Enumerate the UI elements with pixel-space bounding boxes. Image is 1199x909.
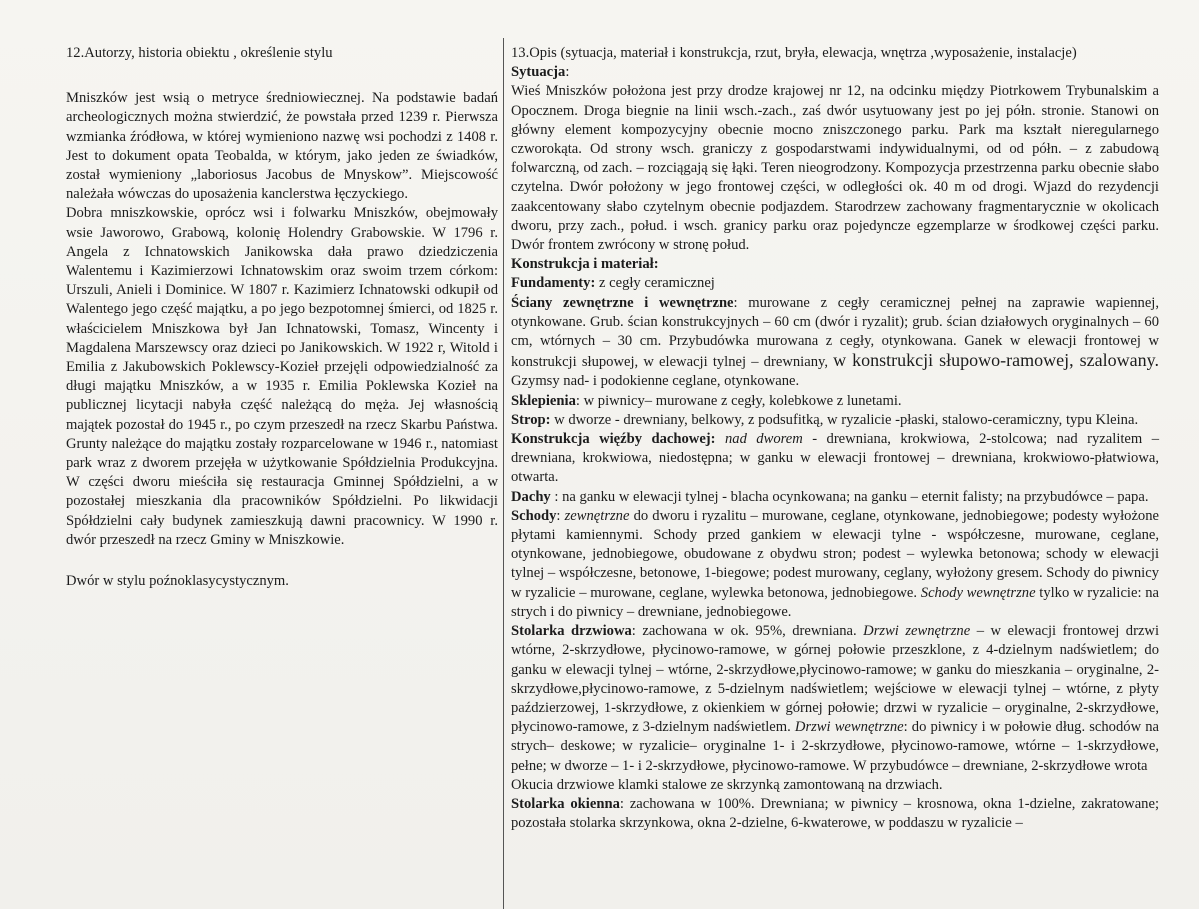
situation-paragraph: Wieś Mniszków położona jest przy drodze krajowej nr 12, na odcinku między Piotrkowem Trybunalskim a Opocznem. Droga biegnie na linii wsch.-zach., zaś dwór usytuowany jest po jej półn. stronie. Stanowi on główny element kompozycyjny obecnie mocno zniszczonego parku. Park ma kształt nieregularnego czworokąta. Od strony wsch. graniczy z gospodarstwami indywidualnymi, od od półn. – z zabudową folwarczną, od zach. – rozciągają się łąki. Teren nieogrodzony. Kompozycja przestrzenna parku obecnie słabo czytelna. Dwór położony w jego frontowej części, w odległości ok. 40 m od drogi. Wjazd do rezydencji zaakcentowany słabo czytelnym obecnie podjazdem. Starodrzew zachowany fragmentarycznie w okolicach dworu, przy zach., połud. i wsch. granicy parku oraz pojedyncze egzemplarze w środkowej części parku. Dwór frontem zwrócony w stronę połud. [511,83,1159,254]
section-12-heading: 12.Autorzy, historia obiektu , określenie stylu [66,45,333,61]
walls-text: murowane z cegły ceramicznej pełnej na zaprawie wapiennej, otynkowane. Grub. ścian konstrukcyjnych – 60 cm (dwór i ryzalit); grub. ścian działowych oryginalnych – 60 cm, wtórnych – 30 cm. Przybudówka murowana z cegły, otynkowana. Ganek w elewacji frontowej w konstrukcji słupowej, w elewacji tylnej – drewniany, [511,294,1159,371]
windows-label: Stolarka okienna [511,795,620,812]
ceiling-label: Strop [511,411,546,428]
foundations-text: z cegły ceramicznej [599,275,715,292]
roof-truss-entry: Konstrukcja więźby dachowej: nad dworem - drewniana, krokwiowa, 2-stolcowa; nad ryzalitem – drewniana, krokwiowa, niedostępna; w ganku w elewacji frontowej – drewniana, krokwiowo-płatwiowa, otwarta. [511,431,1159,486]
doors-text-3: : do piwnicy i w połowie dług. schodów na strych– deskowe; w ryzalicie– oryginalne 1- i 2-skrzydłowe, płycinowo-ramowe, wtórne – 1-skrzydłowe, pełne; w dworze – 1- i 2-skrzydłowe, płycinowo-ramowe. W przybudówce – drewniane, 2-skrzydłowe wrota [511,719,1159,774]
doors-outer-italic: Drzwi zewnętrzne [863,623,971,640]
windows-entry: Stolarka okienna: zachowana w 100%. Drewniana; w piwnicy – krosnowa, okna 1-dzielne, zakratowane; pozostała stolarka skrzynkowa, okna 2-dzielne, 6-kwaterowe, w poddaszu w ryzalicie – [511,795,1160,832]
walls-large-text: w konstrukcji słupowo-ramowej, szalowany. [833,350,1159,371]
stairs-inner-italic: Schody wewnętrzne [920,584,1036,601]
roofs-entry: Dachy : na ganku w elewacji tylnej - blacha ocynkowana; na ganku – eternit falisty; na przybudówce – papa. [511,488,1149,505]
foundations-label: Fundamenty [511,275,591,292]
stairs-text: do dworu i ryzalitu – murowane, ceglane, otynkowane, jednobiegowe; podesty wyłożone płytami kamiennymi. Schody przed gankiem w elewacji tylne - współczesne, murowane, ceglane, otynkowane, jednobiegowe, obudowane z obydwu stron; podest – wylewka betonowa; schody w elewacji tylnej – współczesne, betonowe, 1-biegowe; podest murowany, ceglany, wyłożony gresem. Schody do piwnicy w ryzalicie – murowane, ceglane, wylewka betonowa, jednobiegowe. [511,507,1159,601]
column-divider [503,38,504,909]
fittings-entry: Okucia drzwiowe klamki stalowe ze skrzynką zamontowaną na drzwiach. [511,776,943,793]
roofs-label: Dachy [511,488,551,505]
construction-label: Konstrukcja i materiał [511,256,654,273]
roof-truss-italic: nad dworem [724,431,803,448]
doors-label: Stolarka drzwiowa [511,623,632,640]
doors-text-2: – w elewacji frontowej drzwi wtórne, 2-skrzydłowe, płycinowo-ramowe, w górnej połowie przeszklone, z 4-dzielnym nadświetlem; do ganku w elewacji tylnej – wtórne, 2-skrzydłowe,płycinowo-ramowe; w ganku do mieszkania – oryginalne, 2-skrzydłowe,płycinowo-ramowe, z 5-dzielnym nadświetlem; wejściowe w elewacji tylnej – wtórne, z płyty paździerzowej, 1-skrzydłowe, z okienkiem w górnej połowie; drzwi w ryzalicie – oryginalne, 2-skrzydłowe, płycinowo-ramowe, z 3-dzielnym nadświetlem. [511,623,1160,736]
style-statement: Dwór w stylu poźnoklasycystycznym. [66,573,289,590]
ceiling-entry: Strop: w dworze - drewniany, belkowy, z podsufitką, w ryzalicie -płaski, stalowo-ceramiczny, typu Kleina. [511,411,1139,428]
vaults-text: w piwnicy– murowane z cegły, kolebkowe z lunetami. [583,392,902,409]
section-13-heading: 13.Opis (sytuacja, materiał i konstrukcja, rzut, bryła, elewacja, wnętrza ,wyposażenie, instalacje) [511,45,1077,61]
construction-heading: Konstrukcja i materiał: [511,256,659,273]
situation-heading: Sytuacja: [511,64,570,81]
stairs-inner-text: tylko w ryzalicie: na strych i do piwnicy – drewniane, jednobiegowe. [511,584,1159,620]
walls-label: Ściany zewnętrzne i wewnętrzne [511,294,734,311]
situation-label: Sytuacja [511,64,566,81]
history-paragraph-2: Dobra mniszkowskie, oprócz wsi i folwarku Mniszków, obejmowały wsie Jaworowo, Grabową, kolonię Holendry Grabowskie. W 1796 r. Angela z Ichnatowskich Janikowska dała prawo dziedziczenia Walentemu i Kazimierzowi Ichnatowskim oraz swoim trzem córkom: Urszuli, Anieli i Dominice. W 1807 r. Kazimierz Ichnatowski odkupił od Walentego jego część majątku, a po jego bezpotomnej śmierci, od 1825 r. właścicielem Mniszkowa był Jan Ichnatowski, Tomasz, Wincenty i Magdalena Marszewscy oraz dzieci po Janikowskich. W 1922 r, Witold i Emilia z Jakubowskich Poklewscy-Kozieł przejęli odpowiedzialność za długi majątku Mniszków, a w 1935 r. Emilia Poklewska Kozieł na publicznej licytacji nabyła część należącą do męża. Jej własnością majątek pozostał do 1945 r., po czym przeszedł na rzecz Skarbu Państwa. Grunty należące do majątku zostały rozparcelowane w 1946 r., natomiast park wraz z dworem przejęła w użytkowanie Spółdzielnia Produkcyjna. W części dworu mieściła się restauracja Gminnej Spółdzielni, a w pozostałej mieszkania dla pracowników Spółdzielni. Po likwidacji Spółdzielni cały budynek zamieszkują dawni pracownicy. W 1990 r. dwór przeszedł na rzecz Gminy w Mniszkowie. [66,205,498,548]
stairs-label: Schody [511,507,557,524]
doors-entry: Stolarka drzwiowa: zachowana w ok. 95%, drewniana. Drzwi zewnętrzne – w elewacji frontowej drzwi wtórne, 2-skrzydłowe, płycinowo-ramowe, w górnej połowie przeszklone, z 4-dzielnym nadświetlem; do ganku w elewacji tylnej – wtórne, 2-skrzydłowe,płycinowo-ramowe; w ganku do mieszkania – oryginalne, 2-skrzydłowe,płycinowo-ramowe, z 5-dzielnym nadświetlem; wejściowe w elewacji tylnej – wtórne, z płyty paździerzowej, 1-skrzydłowe, z okienkiem w górnej połowie; drzwi w ryzalicie – oryginalne, 2-skrzydłowe, płycinowo-ramowe, z 3-dzielnym nadświetlem. Drzwi wewnętrzne: do piwnicy i w połowie dług. schodów na strych– deskowe; w ryzalicie– oryginalne 1- i 2-skrzydłowe, płycinowo-ramowe, wtórne – 1-skrzydłowe, pełne; w dworze – 1- i 2-skrzydłowe, płycinowo-ramowe. W przybudówce – drewniane, 2-skrzydłowe wrota [511,623,1160,774]
windows-text: zachowana w 100%. Drewniana; w piwnicy – krosnowa, okna 1-dzielne, zakratowane; pozostała stolarka skrzynkowa, okna 2-dzielne, 6-kwaterowe, w poddaszu w ryzalicie – [511,795,1160,832]
foundations-entry: Fundamenty: z cegły ceramicznej [511,275,715,292]
left-column [66,44,498,591]
vaults-entry: Sklepienia: w piwnicy– murowane z cegły, kolebkowe z lunetami. [511,392,902,409]
right-column [511,44,1159,833]
roof-truss-label: Konstrukcja więźby dachowej [511,431,711,448]
stairs-italic: zewnętrzne [564,507,630,524]
stairs-entry: Schody: zewnętrzne do dworu i ryzalitu – murowane, ceglane, otynkowane, jednobiegowe; podesty wyłożone płytami kamiennymi. Schody przed gankiem w elewacji tylne - współczesne, murowane, ceglane, otynkowane, jednobiegowe, obudowane z obydwu stron; podest – wylewka betonowa; schody w elewacji tylnej – współczesne, betonowe, 1-biegowe; podest murowany, ceglany, wyłożony gresem. Schody do piwnicy w ryzalicie – murowane, ceglane, wylewka betonowa, jednobiegowe. Schody wewnętrzne tylko w ryzalicie: na strych i do piwnicy – drewniane, jednobiegowe. [511,507,1159,620]
walls-end-text: Gzymsy nad- i podokienne ceglane, otynkowane. [511,373,800,390]
roofs-text: na ganku w elewacji tylnej - blacha ocynkowana; na ganku – eternit falisty; na przybudówce – papa. [562,488,1149,505]
doors-text-1: zachowana w ok. 95%, drewniana. [642,623,857,640]
roof-truss-text: - drewniana, krokwiowa, 2-stolcowa; nad ryzalitem – drewniana, krokwiowa, niedostępna; w ganku w elewacji frontowej – drewniana, krokwiowo-płatwiowa, otwarta. [511,431,1159,486]
ceiling-text: w dworze - drewniany, belkowy, z podsufitką, w ryzalicie -płaski, stalowo-ceramiczny, typu Kleina. [554,411,1139,428]
doors-inner-italic: Drzwi wewnętrzne [794,719,904,736]
walls-entry: Ściany zewnętrzne i wewnętrzne: murowane z cegły ceramicznej pełnej na zaprawie wapiennej, otynkowane. Grub. ścian konstrukcyjnych – 60 cm (dwór i ryzalit); grub. ścian działowych oryginalnych – 60 cm, wtórnych – 30 cm. Przybudówka murowana z cegły, otynkowana. Ganek w elewacji frontowej w konstrukcji słupowej, w elewacji tylnej – drewniany, w konstrukcji słupowo-ramowej, szalowany. Gzymsy nad- i podokienne ceglane, otynkowane. [511,294,1159,390]
history-paragraph-1: Mniszków jest wsią o metryce średniowiecznej. Na podstawie badań archeologicznych można stwierdzić, że powstała przed 1239 r. Pierwsza wzmianka źródłowa, w której wymieniono nazwę wsi pochodzi z 1408 r. Jest to dokument opata Teobalda, w którym, jako jeden ze świadków, został wymieniony „laboriosus Jacobus de Mnyskow”. Miejscowość należała wówczas do uposażenia kanclerstwa łęczyckiego. [66,90,498,203]
vaults-label: Sklepienia [511,392,576,409]
